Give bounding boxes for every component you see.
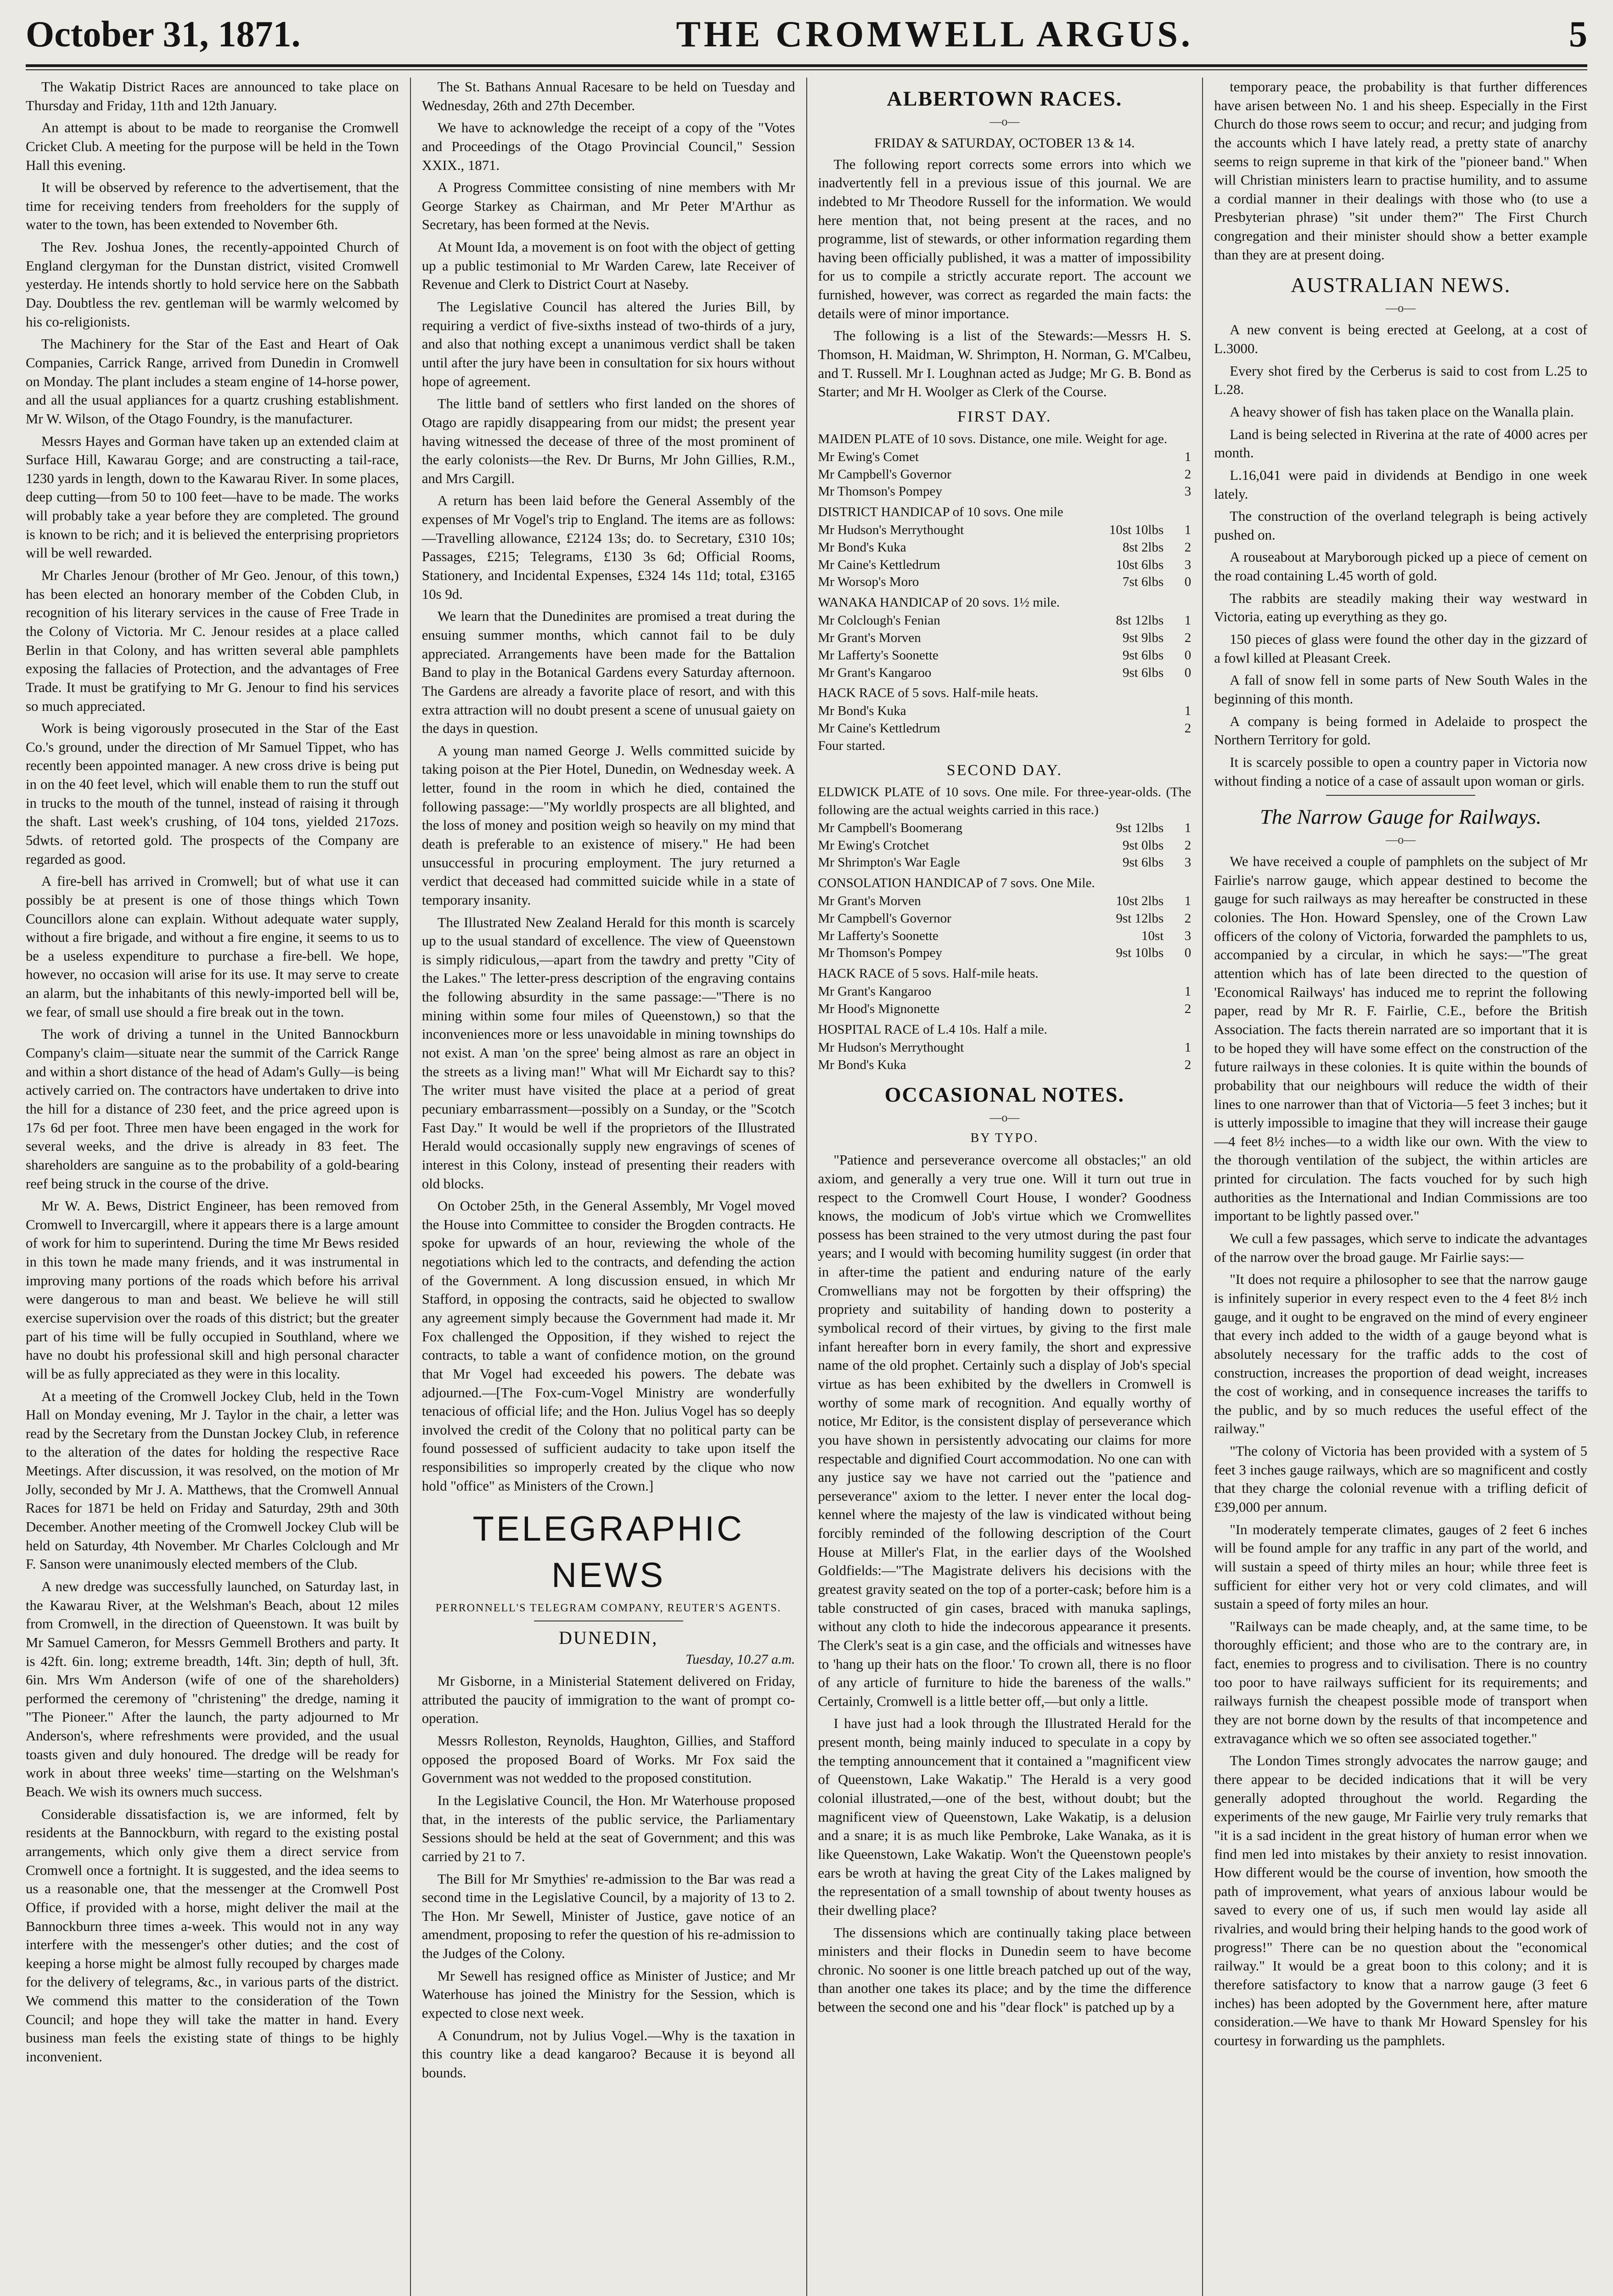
article-paragraph: The little band of settlers who first landed on the shores of Otago are rapidly disappearing from our midst; the present year having witnessed the decease of three of the most prominent of the early colonists—the Rev. Dr Burns, Mr John Gillies, R.M., and Mrs Cargill. bbox=[422, 396, 795, 486]
race-entry bbox=[818, 945, 1191, 962]
article-paragraph: The Wakatip District Races are announced to take place on Thursday and Friday, 11th and 12th January. bbox=[26, 79, 399, 113]
horse-owner: Mr Caine's Kettledrum bbox=[818, 721, 940, 736]
header-rule bbox=[26, 64, 1587, 70]
races-paragraph: The following is a list of the Stewards:—Messrs H. S. Thomson, H. Maidman, W. Shrimpton, H. Norman, G. M'Calbeu, and T. Russell. Mr I. Loughnan acted as Judge; Mr G. B. Bond as Starter; and Mr H. Woolger as Clerk of the Course. bbox=[818, 328, 1191, 400]
masthead bbox=[26, 14, 1587, 64]
weight: 8st 2lbs bbox=[1122, 540, 1164, 555]
placing: 1 bbox=[1184, 703, 1191, 719]
article-paragraph: A return has been laid before the General Assembly of the expenses of Mr Vogel's trip to England. The items are as follows:—Travelling allowance, £2124 13s; do. to Secretary, £310 10s; Passages, £215; Telegrams, £130 3s 6d; Official Rooms, Stationery, and Incidental Expenses, £324 14s 11d; total, £3165 10s 9d. bbox=[422, 493, 795, 602]
weight bbox=[1090, 1057, 1163, 1074]
race-title: WANAKA HANDICAP of 20 sovs. 1½ mile. bbox=[818, 595, 1060, 610]
placing: 2 bbox=[1184, 1057, 1191, 1072]
australian-news-item: 150 pieces of glass were found the other day in the gizzard of a fowl killed at Pleasant Creek. bbox=[1214, 631, 1587, 666]
race-entry bbox=[818, 522, 1191, 539]
race-entry bbox=[818, 557, 1191, 574]
australian-news-item: Land is being selected in Riverina at the rate of 4000 acres per month. bbox=[1214, 426, 1587, 461]
article-paragraph: Considerable dissatisfaction is, we are informed, felt by residents at the Bannockburn, with regard to the existing postal arrangements, which only give them a direct service from Cromwell once a fortnight. It is suggested, and the idea seems to us a reasonable one, that the messenger at the Cromwell Post Office, if provided with a horse, might deliver the mail at the Bannockburn three times a-week. This would not in any way interfere with the messenger's other duties; and the cost of keeping a horse might be almost fully recouped by charges made for the delivery of telegrams, &c., in various parts of the district. We commend this matter to the consideration of the Town Council; and hope they will take the matter in hand. Every business man feels the existing state of things to be highly inconvenient. bbox=[26, 1806, 399, 2065]
divider bbox=[1326, 795, 1475, 796]
telegraphic-news-section bbox=[422, 1506, 795, 2082]
race-title: HACK RACE of 5 sovs. Half-mile heats. bbox=[818, 966, 1039, 981]
horse-owner: Mr Ewing's Comet bbox=[818, 450, 919, 465]
notes-paragraph: I have just had a look through the Illustrated Herald for the present month, being mainly induced to speculate in a copy by the tempting announcement that it contained a "magnificent view of Queenstown, Lake Wakatip." The Herald is a very good colonial illustrated,—one of the best, without doubt; but the magnificent view of Queenstown, Lake Wakatip, is a delusion and a snare; it is as much like Pembroke, Lake Wanaka, as it is like Queenstown, Lake Wakatip. Won't the Queenstown people's ears be wroth at having the great City of the Lakes maligned by the representation of a small township of about twenty houses as their dwelling place? bbox=[818, 1716, 1191, 1918]
race-title: DISTRICT HANDICAP of 10 sovs. One mile bbox=[818, 505, 1063, 520]
placing bbox=[1163, 737, 1191, 755]
australian-news-title: AUSTRALIAN NEWS. bbox=[1291, 273, 1511, 297]
ornament: —o— bbox=[1386, 833, 1416, 846]
page-number: 5 bbox=[1568, 14, 1587, 55]
weight: 10st 10lbs bbox=[1109, 523, 1164, 538]
race-entry bbox=[818, 910, 1191, 928]
notes-byline: BY TYPO. bbox=[970, 1131, 1039, 1146]
placing: 3 bbox=[1184, 557, 1191, 572]
notes-title: OCCASIONAL NOTES. bbox=[884, 1083, 1124, 1107]
weight: 9st 6lbs bbox=[1122, 855, 1164, 870]
horse-owner: Mr Campbell's Governor bbox=[818, 467, 951, 482]
australian-news-item: Every shot fired by the Cerberus is said to cost from L.25 to L.28. bbox=[1214, 363, 1587, 398]
weight bbox=[1090, 1001, 1163, 1018]
placing: 1 bbox=[1184, 894, 1191, 909]
race-entry bbox=[818, 612, 1191, 630]
article-paragraph: Work is being vigorously prosecuted in the Star of the East Co.'s ground, under the direction of Mr Samuel Tippet, who has recently been appointed manager. A new cross drive is being put in on the 40 feet level, which will enable them to run the stuff out in trucks to the mouth of the tunnel, instead of raising it through the shaft. Last week's crushing, of 104 tons, yielded 217ozs. 5dwts. of retorted gold. The prospects of the Company are regarded as good. bbox=[26, 720, 399, 867]
race-title: CONSOLATION HANDICAP of 7 sovs. One Mile. bbox=[818, 875, 1095, 890]
article-paragraph: The Legislative Council has altered the Juries Bill, by requiring a verdict of five-sixths instead of two-thirds of a jury, and also that nothing except a unanimous verdict shall be taken until after the jury have been in consultation for six hours without hope of agreement. bbox=[422, 299, 795, 389]
telegraphic-headline: TELEGRAPHIC NEWS bbox=[472, 1509, 744, 1595]
horse-owner: Four started. bbox=[818, 738, 886, 753]
issue-date: October 31, 1871. bbox=[26, 14, 301, 55]
placing: 2 bbox=[1184, 540, 1191, 555]
weight: 7st 6lbs bbox=[1122, 574, 1164, 590]
horse-owner: Mr Bond's Kuka bbox=[818, 1057, 906, 1072]
weight bbox=[1090, 983, 1163, 1001]
weight: 9st 12lbs bbox=[1116, 820, 1164, 835]
placing: 2 bbox=[1184, 467, 1191, 482]
placing: 3 bbox=[1184, 928, 1191, 943]
race-entry bbox=[818, 647, 1191, 664]
race-entry bbox=[818, 820, 1191, 837]
horse-owner: Mr Grant's Kangaroo bbox=[818, 665, 932, 680]
placing: 2 bbox=[1184, 721, 1191, 736]
article-paragraph: Mr W. A. Bews, District Engineer, has been removed from Cromwell to Invercargill, where it appears there is a large amount of work for him to superintend. During the time Mr Bews resided in this town he made many friends, and it was instrumental in improving many portions of the roads which before his arrival were dangerous to man and beast. We believe he will still exercise supervision over the roads of this district; but the greater part of his time will be fully occupied in Southland, where we have no doubt his professional skill and high personal character will be as fully appreciated as they were in this locality. bbox=[26, 1198, 399, 1382]
gauge-paragraph: We have received a couple of pamphlets on the subject of Mr Fairlie's narrow gauge, which appear destined to become the gauge for such railways as may hereafter be constructed in these colonies. The Hon. Howard Spensley, one of the Crown Law officers of the colony of Victoria, forwarded the pamphlets to us, accompanied by a circular, in which he says:—"The great attention which has of late been directed to the question of 'Economical Railways' has induced me to reprint the following paper, read by Mr R. F. Fairlie, C.E., before the British Association. The facts therein narrated are so important that it is to be hoped they will have some effect on the construction of the future railways in these colonies. It is quite within the bounds of probability that our neighbours will reduce the width of their lines to one narrower than that of Victoria—5 feet 3 inches; but it is utterly impossible to imagine that they will increase their gauge—4 feet 8½ inches—to a width like our own. With the view to the thorough ventilation of the subject, the within articles are printed for circulation. The facts vouched for by such high authorities as the International and Indian Commissions are too important to be lightly passed over." bbox=[1214, 854, 1587, 1224]
notes-paragraph: The dissensions which are continually taking place between ministers and their flocks in Dunedin seem to have become chronic. No sooner is one little breach patched up out of the way, than another one takes its place; and by the time the difference between the second one and his "dear flock" is patched up by a bbox=[818, 1925, 1191, 2015]
gauge-paragraph: "In moderately temperate climates, gauges of 2 feet 6 inches will be found ample for any traffic in any part of the world, and will sustain a speed of thirty miles an hour; while three feet is sufficient for either very hot or very cold climates, and will sustain a speed of forty miles an hour. bbox=[1214, 1521, 1587, 1612]
australian-news-item: The rabbits are steadily making their way westward in Victoria, eating up everything as they go. bbox=[1214, 590, 1587, 625]
horse-owner: Mr Colclough's Fenian bbox=[818, 613, 940, 628]
gauge-paragraph: "The colony of Victoria has been provided with a system of 5 feet 3 inches gauge railways, which are so magnificent and costly that they charge the colonial revenue with a trifling deficit of £39,000 per annum. bbox=[1214, 1443, 1587, 1515]
gauge-title: The Narrow Gauge for Railways. bbox=[1260, 805, 1542, 829]
placing: 3 bbox=[1184, 855, 1191, 870]
placing: 0 bbox=[1184, 647, 1191, 663]
weight bbox=[1090, 1039, 1163, 1057]
race-title: HOSPITAL RACE of L.4 10s. Half a mile. bbox=[818, 1022, 1047, 1037]
race-entry bbox=[818, 854, 1191, 872]
race-entry bbox=[818, 737, 1191, 755]
telegraphic-paragraph: Mr Gisborne, in a Ministerial Statement delivered on Friday, attributed the paucity of immigration to the want of prompt co-operation. bbox=[422, 1673, 795, 1727]
australian-news-item: A rouseabout at Maryborough picked up a piece of cement on the road containing L.45 worth of gold. bbox=[1214, 549, 1587, 584]
race-entry bbox=[818, 720, 1191, 737]
column-2 bbox=[410, 78, 806, 2296]
placing: 1 bbox=[1184, 984, 1191, 999]
race-title: MAIDEN PLATE of 10 sovs. Distance, one mile. Weight for age. bbox=[818, 431, 1168, 446]
placing: 0 bbox=[1184, 945, 1191, 961]
columns bbox=[26, 78, 1587, 2296]
article-paragraph: The Illustrated New Zealand Herald for this month is scarcely up to the usual standard of excellence. The view of Queenstown is simply ridiculous,—apart from the tawdry and pretty "City of the Lakes." The letter-press description of the engraving contains the following absurdity in the same passage:—"There is no mining within some four miles of Queenstown,) so that the inconveniences more or less unavoidable in mining townships do not exist. A man 'on the spree' being almost as rare an object in the streets as a living man!" What will Mr Eichardt say to this? The writer must have visited the place at a period of great pecuniary embarrassment—possibly on a Sunday, or the "Scotch Fast Day." It would be well if the proprietors of the Illustrated Herald would occasionally supply new engravings of scenes of interest in this Colony, instead of presenting their readers with old blocks. bbox=[422, 914, 795, 1192]
horse-owner: Mr Grant's Morven bbox=[818, 894, 921, 909]
races-paragraph: The following report corrects some errors into which we inadvertently fell in a previous issue of this journal. We are indebted to Mr Theodore Russell for the information. We would here mention that, not being present at the races, and no programme, list of stewards, or other information regarding them having been officially published, it was a matter of impossibility for us to compile a strictly accurate report. The account we furnished, however, was correct as regarded the main facts: the details were of minor importance. bbox=[818, 156, 1191, 321]
article-paragraph: A fire-bell has arrived in Cromwell; but of what use it can possibly be at present is one of those things which Town Councillors alone can explain. Without adequate water supply, without a fire brigade, and without a fire engine, it seems to us to be a useless expenditure to purchase a fire-bell. We hope, however, no occasion will arise for its use. It may serve to create an alarm, but the inhabitants of this newly-imported bell will be, we fear, of small use should a fire break out in the town. bbox=[26, 873, 399, 1020]
gauge-paragraph: The London Times strongly advocates the narrow gauge; and there appear to be decided indications that it will be very generally adopted throughout the world. Regarding the experiments of the new gauge, Mr Fairlie very truly remarks that "it is a sad incident in the great history of human error when we find men led into mistakes by their anxiety to resist innovation. How different would be the course of invention, how smooth the path of improvement, what years of anxious labour would be saved to every one of us, if such men would lay aside all rivalries, and would bring their helping hands to the good work of progress!" There can be no question about the "economical railway." It would be a great boon to this colony; and it is therefore satisfactory to know that a narrow gauge (3 feet 6 inches) has been adopted by the Government here, after mature consideration.—We have to thank Mr Howard Spensley for his courtesy in forwarding us the pamphlets. bbox=[1214, 1753, 1587, 2048]
horse-owner: Mr Campbell's Boomerang bbox=[818, 820, 963, 835]
weight bbox=[1090, 703, 1163, 720]
race-entry bbox=[818, 483, 1191, 501]
telegraphic-paragraph: The Bill for Mr Smythies' re-admission to the Bar was read a second time in the Legislative Council, by a majority of 13 to 2. The Hon. Mr Sewell, Minister of Justice, gave notice of an amendment, proposing to refer the question of his re-admission to the Judges of the Colony. bbox=[422, 1871, 795, 1962]
article-paragraph: It will be observed by reference to the advertisement, that the time for receiving tenders from freeholders for the supply of water to the town, has been extended to November 6th. bbox=[26, 180, 399, 233]
australian-news-item: A company is being formed in Adelaide to prospect the Northern Territory for gold. bbox=[1214, 713, 1587, 748]
races-dates: FRIDAY & SATURDAY, OCTOBER 13 & 14. bbox=[874, 135, 1135, 151]
race-entry bbox=[818, 1001, 1191, 1018]
placing: 0 bbox=[1184, 574, 1191, 590]
article-paragraph: The Rev. Joshua Jones, the recently-appointed Church of England clergyman for the Dunstan district, visited Cromwell yesterday. He intends shortly to hold service here on the Sabbath Day. Doubtless the rev. gentleman will be warmly welcomed by his co-religionists. bbox=[26, 239, 399, 330]
telegraphic-paragraph: In the Legislative Council, the Hon. Mr Waterhouse proposed that, in the interests of the public service, the Parliamentary Sessions should be held at the seat of Government; and this was carried by 21 to 7. bbox=[422, 1792, 795, 1864]
weight bbox=[1090, 449, 1163, 466]
ornament: —o— bbox=[989, 1111, 1020, 1124]
ornament: —o— bbox=[989, 114, 1020, 128]
placing: 2 bbox=[1184, 911, 1191, 926]
horse-owner: Mr Grant's Kangaroo bbox=[818, 984, 932, 999]
races-title: ALBERTOWN RACES. bbox=[887, 87, 1123, 110]
article-paragraph: We have to acknowledge the receipt of a copy of the "Votes and Proceedings of the Otago Provincial Council," Session XXIX., 1871. bbox=[422, 120, 795, 173]
race-entry bbox=[818, 466, 1191, 484]
weight: 10st 2lbs bbox=[1116, 894, 1164, 909]
placing: 2 bbox=[1184, 1001, 1191, 1016]
race-entry bbox=[818, 928, 1191, 945]
placing: 2 bbox=[1184, 630, 1191, 646]
weight: 8st 12lbs bbox=[1116, 613, 1164, 628]
article-paragraph: At Mount Ida, a movement is on foot with the object of getting up a public testimonial to Mr Warden Carew, late Receiver of Revenue and Clerk to District Court at Naseby. bbox=[422, 239, 795, 293]
horse-owner: Mr Hudson's Merrythought bbox=[818, 1040, 964, 1055]
telegraphic-time: Tuesday, 10.27 a.m. bbox=[686, 1651, 795, 1667]
telegraphic-paragraph: Messrs Rolleston, Reynolds, Haughton, Gillies, and Stafford opposed the proposed Board of Works. Mr Fox said the Government was not wedded to the proposed constitution. bbox=[422, 1733, 795, 1786]
weight bbox=[1090, 483, 1163, 501]
horse-owner: Mr Worsop's Moro bbox=[818, 574, 919, 590]
race-entry bbox=[818, 703, 1191, 720]
ornament: —o— bbox=[1386, 301, 1416, 315]
australian-news-item: A new convent is being erected at Geelong, at a cost of L.3000. bbox=[1214, 322, 1587, 357]
telegraphic-paragraph: Mr Sewell has resigned office as Minister of Justice; and Mr Waterhouse has joined the Ministry for the Session, which is expected to close next week. bbox=[422, 1968, 795, 2021]
weight bbox=[1090, 720, 1163, 737]
telegraphic-agents: PERRONNELL'S TELEGRAM COMPANY, REUTER'S AGENTS. bbox=[435, 1602, 781, 1615]
race-entry bbox=[818, 574, 1191, 591]
horse-owner: Mr Hood's Mignonette bbox=[818, 1001, 940, 1016]
placing: 1 bbox=[1184, 820, 1191, 835]
column-1 bbox=[26, 78, 410, 2296]
article-paragraph: temporary peace, the probability is that further differences have arisen between No. 1 and his sheep. Especially in the First Church do those rows seem to occur; and recur; and judging from the accounts which I have lately read, a pretty state of anarchy seems to reign supreme in that kirk of the "pioneer band." When will Christian ministers learn to practise humility, and to assume a cordial manner in their dealings with those who (to use a Presbyterian phrase) "sit under them?" The First Church congregation and their minister should show a better example than they are at present doing. bbox=[1214, 79, 1587, 263]
weight: 9st 6lbs bbox=[1122, 665, 1164, 680]
horse-owner: Mr Grant's Morven bbox=[818, 630, 921, 646]
race-entry bbox=[818, 630, 1191, 647]
notes-paragraph: "Patience and perseverance overcome all obstacles;" an old axiom, and generally a very true one. Will it turn out true in respect to the Cromwell Court House, I wonder? Goodness knows, the modicum of Job's virtue which we Cromwellites possess has been strained to the very utmost during the past four years; and I would with becoming humility suggest (in order that in after-time the patient and enduring nature of the early Cromwellians may not be forgotten by their offspring) the propriety and suitability of handing down to posterity a symbolical record of their virtues, by giving to the first male infant hereafter born in every family, the short and expressive name of the old prophet. Certainly such a display of Job's special virtue as has been exhibited by the dwellers in Cromwell is worthy of some mark of recognition. And equally worthy of notice, Mr Editor, is the consistent display of perseverance which you have shown in persistently advocating our claims for more respectable and dignified Court accommodation. No one can with any justice say we have not carried out the "patience and perseverance" axiom to the letter. I never enter the local dog-kennel where the majesty of the law is vindicated without being forcibly reminded of the following description of the Court House at Miller's Flat, in the earlier days of the Woolshed Goldfields:—"The Magistrate delivers his decisions with the greatest gravity seated on the top of a porter-cask; before him is a table constructed of gin cases, braced with manuka saplings, without any cloth to hide the indecorous appearance it presents. The Clerk's seat is a gin case, and the officials and witnesses have to 'hang up their hats on the floor.' To crown all, there is no floor of any article of furniture to hide the bareness of the walls." Certainly, Cromwell is a little better off,—but only a little. bbox=[818, 1152, 1191, 1709]
horse-owner: Mr Hudson's Merrythought bbox=[818, 523, 964, 538]
horse-owner: Mr Campbell's Governor bbox=[818, 911, 951, 926]
horse-owner: Mr Bond's Kuka bbox=[818, 540, 906, 555]
horse-owner: Mr Thomson's Pompey bbox=[818, 945, 943, 961]
weight: 9st 9lbs bbox=[1122, 630, 1164, 646]
article-paragraph: A Progress Committee consisting of nine members with Mr George Starkey as Chairman, and Mr Peter M'Arthur as Secretary, has been formed at the Nevis. bbox=[422, 180, 795, 233]
horse-owner: Mr Shrimpton's War Eagle bbox=[818, 855, 960, 870]
placing: 3 bbox=[1184, 484, 1191, 499]
race-title: ELDWICK PLATE of 10 sovs. One mile. For three-year-olds. (The following are the actual weights carried in this race.) bbox=[818, 785, 1191, 817]
placing: 0 bbox=[1184, 665, 1191, 680]
race-title: HACK RACE of 5 sovs. Half-mile heats. bbox=[818, 686, 1039, 701]
telegraphic-dateline: DUNEDIN, bbox=[559, 1627, 658, 1648]
race-entry bbox=[818, 1057, 1191, 1074]
weight: 10st bbox=[1141, 928, 1164, 943]
placing: 2 bbox=[1184, 838, 1191, 853]
article-paragraph: Mr Charles Jenour (brother of Mr Geo. Jenour, of this town,) has been elected an honorary member of the Cobden Club, in recognition of his literary services in the cause of Free Trade in the Colony of Victoria. Mr C. Jenour resides at a place called Berlin in that Colony, and has written several able pamphlets exposing the fallacies of Protection, and the advantages of Free Trade. It must be gratifying to Mr G. Jenour to find his services so much appreciated. bbox=[26, 568, 399, 714]
newspaper-title: THE CROMWELL ARGUS. bbox=[676, 14, 1193, 55]
placing: 1 bbox=[1184, 1040, 1191, 1055]
australian-news-item: It is scarcely possible to open a country paper in Victoria now without finding a notice of a case of assault upon woman or girls. bbox=[1214, 754, 1587, 789]
australian-news-item: L.16,041 were paid in dividends at Bendigo in one week lately. bbox=[1214, 467, 1587, 502]
weight bbox=[1090, 737, 1163, 755]
race-entry bbox=[818, 893, 1191, 910]
weight: 9st 10lbs bbox=[1116, 945, 1164, 961]
weight: 9st 12lbs bbox=[1116, 911, 1164, 926]
telegraphic-paragraph: A Conundrum, not by Julius Vogel.—Why is the taxation in this country like a dead kangaroo? Because it is beyond all bounds. bbox=[422, 2027, 795, 2081]
article-paragraph: The work of driving a tunnel in the United Bannockburn Company's claim—situate near the summit of the Carrick Range and within a short distance of the head of Adam's Gully—is being actively carried on. The contractors have undertaken to drive into the hill for a distance of 230 feet, and the price agreed upon is 17s 6d per foot. Three men have been engaged in the work for several weeks, and the drive is already in 83 feet. The shareholders are sanguine as to the probability of a gold-bearing reef being struck in the course of the drive. bbox=[26, 1026, 399, 1192]
horse-owner: Mr Lafferty's Soonette bbox=[818, 647, 939, 663]
weight: 9st 0lbs bbox=[1122, 838, 1164, 853]
article-paragraph: Messrs Hayes and Gorman have taken up an extended claim at Surface Hill, Kawarau Gorge; and are constructing a tail-race, 1230 yards in length, down to the Kawarau River. In some places, deep cutting—from 50 to 100 feet—have to be made. The works will probably take a year before they are completed. The ground is known to be rich; and it is believed the enterprising proprietors will be well rewarded. bbox=[26, 433, 399, 561]
column-4 bbox=[1202, 78, 1587, 2296]
weight: 9st 6lbs bbox=[1122, 647, 1164, 663]
article-paragraph: A new dredge was successfully launched, on Saturday last, in the Kawarau River, at the Welshman's Beach, about 12 miles from Cromwell, in the direction of Queenstown. It was built by Mr Samuel Cameron, for Messrs Gemmell Brothers and party. It is 42ft. 6in. long; extreme breadth, 14ft. 3in; depth of hull, 3ft. 6in. Mrs Wm Anderson (wife of one of the shareholders) performed the ceremony of "christening" the dredge, naming it "The Pioneer." After the launch, the party adjourned to Mr Anderson's, where refreshments were provided, and the usual toasts given and duly honoured. The dredge will be ready for work in about three weeks' time—starting on the Welshman's Beach. We wish its owners much success. bbox=[26, 1578, 399, 1800]
weight: 10st 6lbs bbox=[1116, 557, 1164, 572]
australian-news-item: The construction of the overland telegraph is being actively pushed on. bbox=[1214, 508, 1587, 543]
placing: 1 bbox=[1184, 613, 1191, 628]
gauge-paragraph: "Railways can be made cheaply, and, at the same time, to be thoroughly efficient; and those who are to the contrary are, in fact, enemies to progress and to civilisation. There is no country too poor to have railways sufficient for its requirements; and railways furnish the cheapest possible mode of transport when they are not borne down by the results of that incompetence and extravagance which we so often see associated together." bbox=[1214, 1618, 1587, 1746]
race-entry bbox=[818, 539, 1191, 557]
article-paragraph: On October 25th, in the General Assembly, Mr Vogel moved the House into Committee to consider the Brogden contracts. He spoke for upwards of an hour, reviewing the whole of the negotiations which led to the contracts, and defending the action of the Government. A long discussion ensued, in which Mr Stafford, in opposing the contracts, said he objected to swallow any agreement simply because the Government had made it. Mr Fox challenged the Opposition, if they wished to reject the contracts, to table a want of confidence motion, on the ground that Mr Vogel had exceeded his powers. The debate was adjourned.—[The Fox-cum-Vogel Ministry are wonderfully tenacious of official life; and the Hon. Julius Vogel has so deeply involved the credit of the Colony that no political party can be found possessed of sufficient audacity to take upon itself the responsibilities so improperly created by the clique who now hold "office" as Ministers of the Crown.] bbox=[422, 1198, 795, 1494]
race-entry bbox=[818, 664, 1191, 682]
article-paragraph: An attempt is about to be made to reorganise the Cromwell Cricket Club. A meeting for the purpose will be held in the Town Hall this evening. bbox=[26, 120, 399, 173]
race-entry bbox=[818, 983, 1191, 1001]
first-day-heading: FIRST DAY. bbox=[957, 408, 1052, 425]
gauge-paragraph: "It does not require a philosopher to see that the narrow gauge is infinitely superior in every respect even to the 4 feet 8½ inch gauge, and it ought to be engraved on the mind of every engineer that every inch added to the width of a gauge beyond what is absolutely necessary for the traffic adds to the cost of construction, increases the proportion of dead weight, increases the cost of working, and in consequence increases the tariffs to the public, and by so much reduces the useful effect of the railway." bbox=[1214, 1272, 1587, 1437]
race-entry bbox=[818, 449, 1191, 466]
column-3 bbox=[806, 78, 1203, 2296]
australian-news-item: A fall of snow fell in some parts of New South Wales in the beginning of this month. bbox=[1214, 672, 1587, 707]
article-paragraph: The Machinery for the Star of the East and Heart of Oak Companies, Carrick Range, arrived from Dunedin in Cromwell on Monday. The plant includes a steam engine of 14-horse power, and all the usual appliances for a quartz crushing establishment. Mr W. Wilson, of the Otago Foundry, is the manufacturer. bbox=[26, 336, 399, 427]
second-day-heading: SECOND DAY. bbox=[946, 761, 1062, 779]
article-paragraph: We learn that the Dunedinites are promised a treat during the ensuing summer months, which cannot fail to be duly appreciated. Arrangements have been made for the Battalion Band to play in the Botanical Gardens every Saturday afternoon. The Gardens are already a favorite place of resort, and with this extra attraction will no doubt present a scene of unusual gaiety on the days in question. bbox=[422, 608, 795, 737]
horse-owner: Mr Thomson's Pompey bbox=[818, 484, 943, 499]
gauge-paragraph: We cull a few passages, which serve to indicate the advantages of the narrow over the broad gauge. Mr Fairlie says:— bbox=[1214, 1231, 1587, 1265]
horse-owner: Mr Caine's Kettledrum bbox=[818, 557, 940, 572]
horse-owner: Mr Bond's Kuka bbox=[818, 703, 906, 719]
race-entry bbox=[818, 1039, 1191, 1057]
article-paragraph: At a meeting of the Cromwell Jockey Club, held in the Town Hall on Monday evening, Mr J. Taylor in the chair, a letter was read by the Secretary from the Dunstan Jockey Club, in reference to the alteration of the dates for holding the respective Race Meetings. After discussion, it was resolved, on the motion of Mr Jolly, seconded by Mr J. A. Matthews, that the Cromwell Annual Races for 1871 be held on Friday and Saturday, 29th and 30th December. Another meeting of the Cromwell Jockey Club will be held on Saturday, 4th November. Mr Charles Colclough and Mr F. Sanson were unanimously elected members of the Club. bbox=[26, 1388, 399, 1572]
australian-news-item: A heavy shower of fish has taken place on the Wanalla plain. bbox=[1230, 404, 1574, 420]
weight bbox=[1090, 466, 1163, 484]
race-entry bbox=[818, 837, 1191, 855]
placing: 1 bbox=[1184, 523, 1191, 538]
horse-owner: Mr Lafferty's Soonette bbox=[818, 928, 939, 943]
horse-owner: Mr Ewing's Crotchet bbox=[818, 838, 929, 853]
article-paragraph: The St. Bathans Annual Racesare to be held on Tuesday and Wednesday, 26th and 27th December. bbox=[422, 79, 795, 113]
article-paragraph: A young man named George J. Wells committed suicide by taking poison at the Pier Hotel, Dunedin, on Wednesday week. A letter, found in the room in which he died, contained the following passage:—"My worldly prospects are all blighted, and the loss of money and position weigh so heavily on my mind that death is preferable to an existence of misery." He had been unsuccessful in procuring employment. The jury returned a verdict that deceased had committed suicide while in a state of temporary insanity. bbox=[422, 743, 795, 908]
placing: 1 bbox=[1184, 450, 1191, 465]
